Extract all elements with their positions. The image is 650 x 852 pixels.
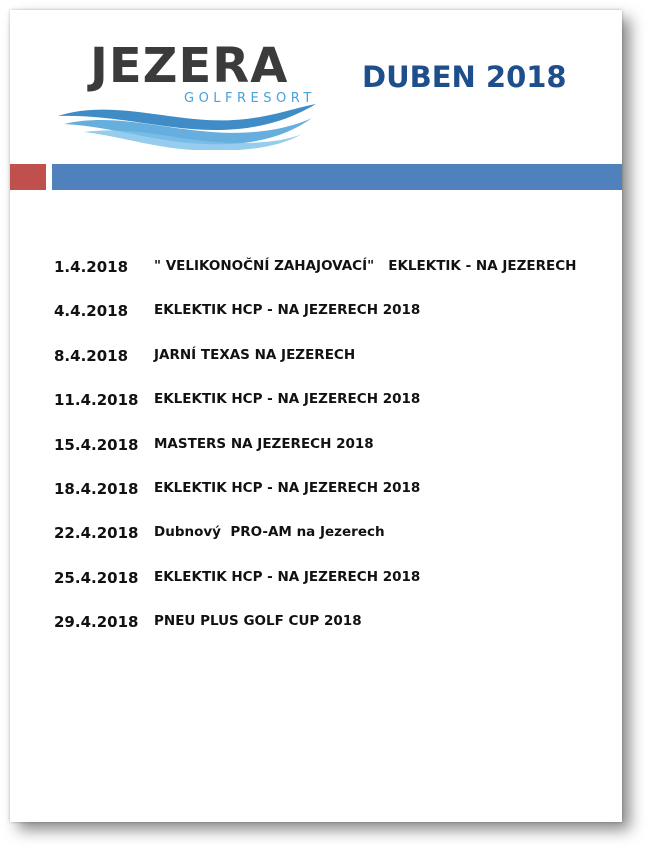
event-row bbox=[54, 258, 614, 302]
event-name: EKLEKTIK HCP - NA JEZERECH 2018 bbox=[154, 568, 421, 585]
event-row bbox=[54, 302, 614, 346]
event-name: EKLEKTIK HCP - NA JEZERECH 2018 bbox=[154, 391, 421, 408]
event-name: EKLEKTIK HCP - NA JEZERECH 2018 bbox=[154, 302, 421, 319]
event-date: 18.4.2018 bbox=[54, 479, 139, 498]
document-page bbox=[10, 10, 622, 822]
event-row bbox=[54, 524, 614, 568]
event-list bbox=[54, 258, 614, 658]
event-row bbox=[54, 391, 614, 435]
event-date: 25.4.2018 bbox=[54, 568, 139, 587]
event-row bbox=[54, 613, 614, 657]
event-date: 8.4.2018 bbox=[54, 346, 129, 365]
event-date: 1.4.2018 bbox=[54, 258, 129, 276]
event-date: 29.4.2018 bbox=[54, 613, 139, 632]
month-title: DUBEN 2018 bbox=[362, 60, 567, 94]
event-name: EKLEKTIK HCP - NA JEZERECH 2018 bbox=[154, 479, 421, 496]
event-date: 22.4.2018 bbox=[54, 524, 139, 543]
jezera-golfresort-logo bbox=[54, 40, 334, 150]
event-date: 4.4.2018 bbox=[54, 302, 129, 321]
event-row bbox=[54, 569, 614, 613]
event-row bbox=[54, 436, 614, 480]
event-name: " VELIKONOČNÍ ZAHAJOVACÍ" EKLEKTIK - NA JEZERECH bbox=[154, 258, 577, 274]
event-name: JARNÍ TEXAS NA JEZERECH bbox=[154, 346, 356, 363]
event-row bbox=[54, 480, 614, 524]
header-divider-blue bbox=[52, 164, 622, 190]
event-row bbox=[54, 347, 614, 391]
event-date: 15.4.2018 bbox=[54, 435, 139, 454]
wave-icon bbox=[54, 91, 334, 150]
event-name: PNEU PLUS GOLF CUP 2018 bbox=[154, 613, 362, 630]
header-divider-red bbox=[10, 164, 46, 190]
event-date: 11.4.2018 bbox=[54, 391, 139, 410]
event-name: Dubnový PRO-AM na Jezerech bbox=[154, 524, 385, 541]
logo-subtitle: GOLFRESORT bbox=[184, 91, 316, 106]
logo-wordmark: JEZERA bbox=[90, 38, 289, 94]
event-name: MASTERS NA JEZERECH 2018 bbox=[154, 435, 374, 452]
